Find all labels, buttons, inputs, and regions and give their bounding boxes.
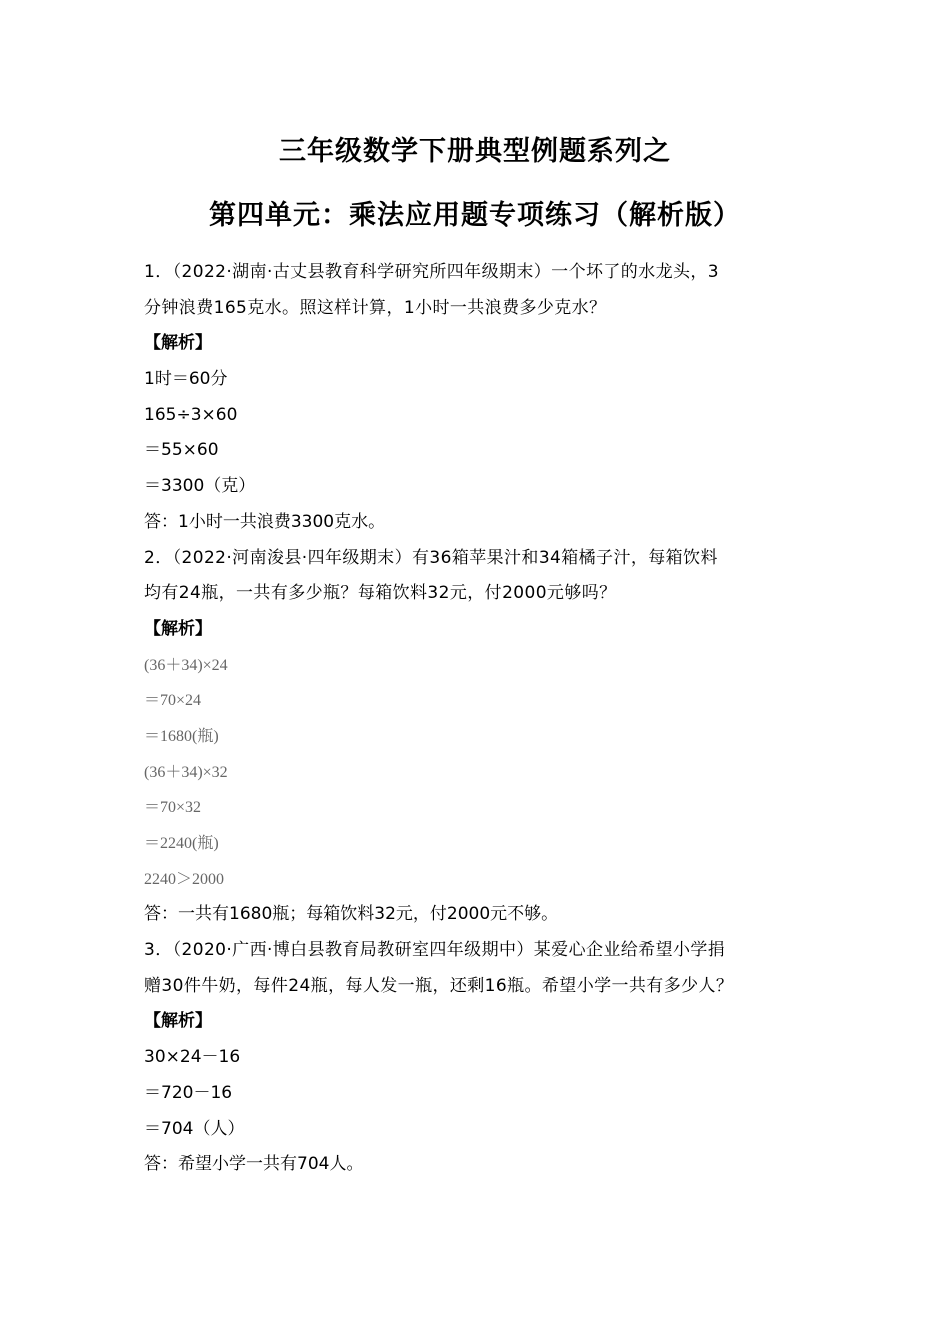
document-body (144, 255, 814, 1183)
page-title: 三年级数学下册典型例题系列之 (279, 136, 671, 167)
problem-2-step: (36＋34)×32 (144, 763, 228, 781)
problem-3-answer: 答：希望小学一共有704人。 (144, 1154, 364, 1175)
problem-1-step: 165÷3×60 (144, 404, 238, 425)
problem-3-question-line-1: 3．（2020·广西·博白县教育局教研室四年级期中）某爱心企业给希望小学捐 (144, 940, 726, 961)
problem-2-step: ＝70×24 (144, 692, 202, 710)
problem-2-question-line-1: 2．（2022·河南浚县·四年级期末）有36箱苹果汁和34箱橘子汁，每箱饮料 (144, 547, 718, 568)
problem-2-step: (36＋34)×24 (144, 656, 228, 674)
problem-2-step: ＝2240(瓶) (144, 835, 219, 852)
problem-1-step: 1时＝60分 (144, 369, 228, 390)
problem-2-answer: 答：一共有1680瓶；每箱饮料32元，付2000元不够。 (144, 904, 559, 925)
problem-1-analysis-label: 【解析】 (144, 333, 212, 354)
problem-3-step: 30×24－16 (144, 1047, 241, 1068)
problem-3-analysis-label: 【解析】 (144, 1011, 212, 1032)
problem-2-question-line-2: 均有24瓶，一共有多少瓶？每箱饮料32元，付2000元够吗？ (144, 583, 617, 604)
problem-1-step: ＝3300（克） (144, 476, 256, 497)
problem-1-question-line-2: 分钟浪费165克水。照这样计算，1小时一共浪费多少克水？ (144, 297, 607, 318)
problem-2-step: ＝1680(瓶) (144, 727, 219, 745)
problem-3-step: ＝720－16 (144, 1082, 233, 1103)
problem-3-question-line-2: 赠30件牛奶，每件24瓶，每人发一瓶，还剩16瓶。希望小学一共有多少人？ (144, 975, 734, 996)
problem-1-answer: 答：1小时一共浪费3300克水。 (144, 511, 386, 532)
problem-1-step: ＝55×60 (144, 440, 219, 461)
problem-1-question-line-1: 1．（2022·湖南·古丈县教育科学研究所四年级期末）一个坏了的水龙头，3 (144, 262, 720, 282)
problem-2-step: 2240＞2000 (144, 870, 225, 888)
problem-3-step: ＝704（人） (144, 1118, 245, 1139)
problem-2-analysis-label: 【解析】 (144, 618, 212, 639)
problem-2-step: ＝70×32 (144, 799, 202, 817)
page-subtitle: 第四单元：乘法应用题专项练习（解析版） (209, 200, 741, 231)
